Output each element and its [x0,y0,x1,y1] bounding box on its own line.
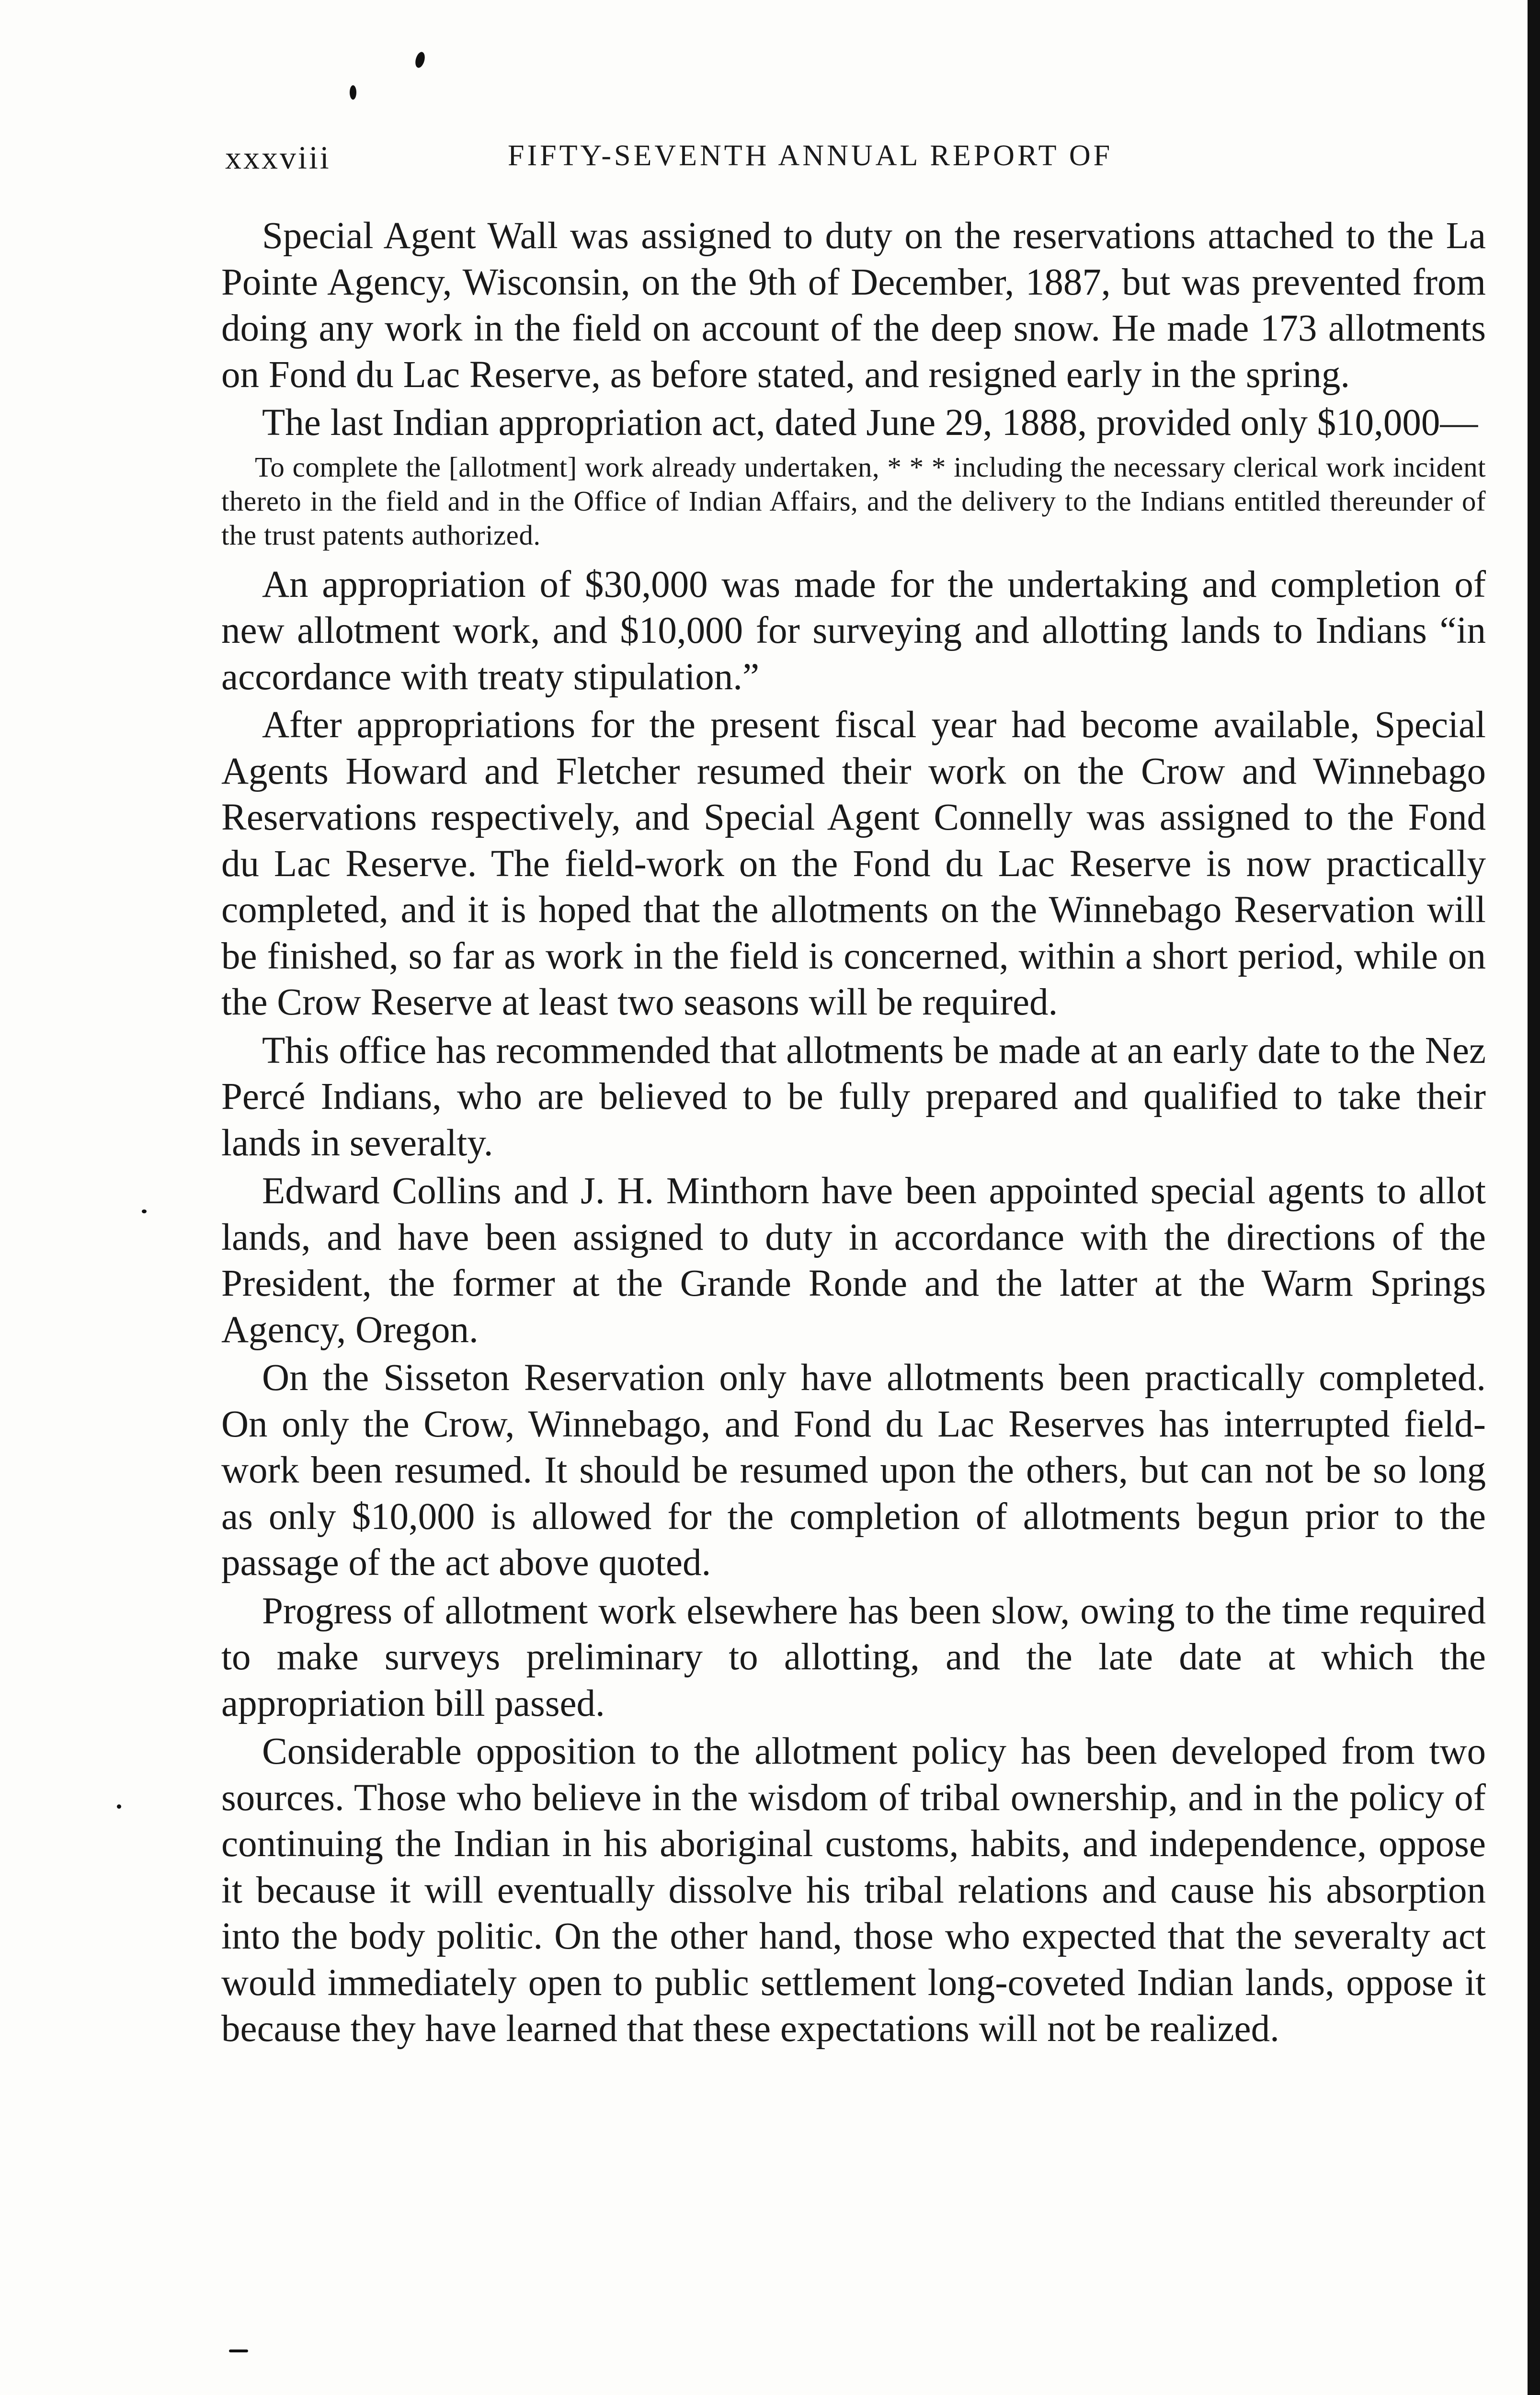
paragraph: Edward Collins and J. H. Minthorn have been appointed special agents to allot lands, and have been assigned to duty in accordance with the directions of the President, the former at the Grande Ronde and the latter at the Warm Springs Agency, Oregon. [221,1170,1486,1351]
ink-speck [414,51,426,69]
page-header [225,139,1480,182]
ink-speck [142,1209,147,1213]
paragraph: Progress of allotment work elsewhere has been slow, owing to the time required to make surveys preliminary to allotting, and the late date at which the appropriation bill passed. [221,1590,1486,1724]
running-head: FIFTY-SEVENTH ANNUAL REPORT OF [508,139,1113,172]
paragraph: This office has recommended that allotments be made at an early date to the Nez Percé Indians, who are believed to be fully prepared and qualified to take their lands in severalty. [221,1029,1486,1164]
ink-speck [117,1804,121,1809]
page-number: xxxviii [225,139,331,176]
ink-speck [350,85,356,100]
scan-edge-right [1528,0,1540,2395]
paragraph: Considerable opposition to the allotment policy has been developed from two sources. Those who believe in the wisdom of tribal ownership, and in the policy of continuing the Indian in his aboriginal customs, habits, and independence, oppose it because it will eventually dissolve his tribal relations and cause his absorption into the body politic. On the other hand, those who expected that the severalty act would immediately open to public settlement long-coveted Indian lands, oppose it because they have learned that these expectations will not be realized. [221,1731,1486,2050]
ink-speck [229,2349,248,2352]
paragraph: On the Sisseton Reservation only have allotments been practically completed. On only the Crow, Winnebago, and Fond du Lac Reserves has interrupted field-work been resumed. It should be resumed upon the others, but can not be so long as only $10,000 is allowed for the completion of allotments begun prior to the passage of the act above quoted. [221,1357,1486,1584]
block-quote: To complete the [allotment] work already undertaken, * * * including the necessary clerical work incident thereto in the field and in the Office of Indian Affairs, and the delivery to the Indians entitled thereunder of the trust patents authorized. [221,451,1486,551]
body-text [221,213,1486,2054]
paragraph: After appropriations for the present fiscal year had become available, Special Agents Howard and Fletcher resumed their work on the Crow and Winnebago Reservations respectively, and Special Agent Connelly was assigned to the Fond du Lac Reserve. The field-work on the Fond du Lac Reserve is now practically completed, and it is hoped that the allotments on the Winnebago Reservation will be finished, so far as work in the field is concerned, within a short period, while on the Crow Reserve at least two seasons will be required. [221,704,1486,1023]
paragraph: The last Indian appropriation act, dated June 29, 1888, provided only $10,000— [262,402,1478,444]
paragraph: Special Agent Wall was assigned to duty on the reservations attached to the La Pointe Agency, Wisconsin, on the 9th of December, 1887, but was prevented from doing any work in the field on account of the deep snow. He made 173 allotments on Fond du Lac Reserve, as before stated, and resigned early in the spring. [221,215,1486,396]
paragraph: An appropriation of $30,000 was made for the undertaking and completion of new allotment work, and $10,000 for surveying and allotting lands to Indians “in accordance with treaty stipulation.” [221,563,1486,698]
